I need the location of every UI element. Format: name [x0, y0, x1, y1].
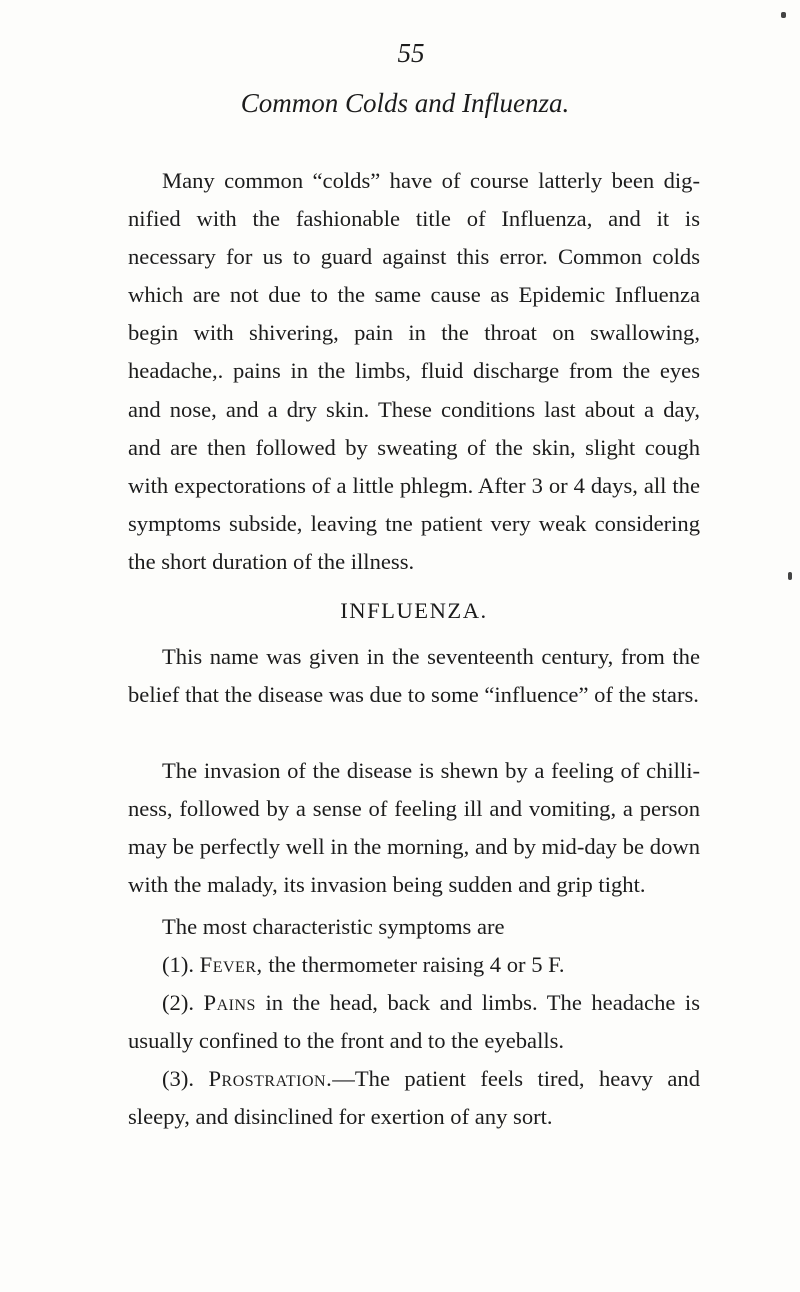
symptom-item — [128, 984, 700, 1060]
paper-speck — [788, 572, 792, 580]
invasion-block — [128, 752, 700, 904]
chapter-title: Common Colds and Influenza. — [240, 88, 570, 118]
symptom-number: (1). — [162, 952, 194, 978]
symptom-item — [128, 946, 700, 984]
symptom-item — [128, 1060, 700, 1136]
paper-speck — [781, 12, 786, 18]
symptom-number: (2). — [162, 990, 194, 1016]
symptom-text: —The patient feels tired, heavy and sleepy, and disinclined for exertion of any sort. — [128, 1066, 701, 1130]
symptoms-block — [128, 908, 700, 1137]
name-block — [128, 638, 700, 714]
page-number: 55 — [397, 38, 425, 68]
symptom-term: Prostration. — [208, 1066, 333, 1092]
symptom-number: (3). — [162, 1066, 194, 1092]
section-heading: INFLUENZA. — [340, 598, 488, 623]
symptom-text: the thermometer raising 4 or 5 F. — [268, 952, 565, 978]
intro-block — [128, 162, 700, 581]
symptom-text: in the head, back and limbs. The headache is usually confined to the front and to the eyeballs. — [128, 990, 700, 1054]
name-paragraph: This name was given in the seventeenth century, from the belief that the disease was due to some “influence” of the stars. — [128, 644, 700, 708]
symptom-term: Fever, — [199, 952, 263, 978]
intro-paragraph: Many common “colds” have of course latterly been dig- nified with the fashionable title of Influenza, and it is necessary for us to guard against this error. Common colds which are not due to the same cause as Epidemic Influenza begin with shivering, pain in the throat on swallowing, headache,. pains in the limbs, fluid discharge from the eyes and nose, and a dry skin. These conditions last about a day, and are then followed by sweating of the skin, slight cough with expectorations of a little phlegm. After 3 or 4 days, all the symptoms subside, leaving tne patient very weak considering the short duration of the illness. — [128, 168, 700, 574]
invasion-paragraph: The invasion of the disease is shewn by a feeling of chilli- ness, followed by a sense of feeling ill and vomiting, a person may be perfectly well in the morning, and by mid-day be down with the malady, its invasion being sudden and grip tight. — [128, 758, 700, 898]
symptom-term: Pains — [203, 990, 256, 1016]
symptoms-intro: The most characteristic symptoms are — [162, 914, 505, 939]
